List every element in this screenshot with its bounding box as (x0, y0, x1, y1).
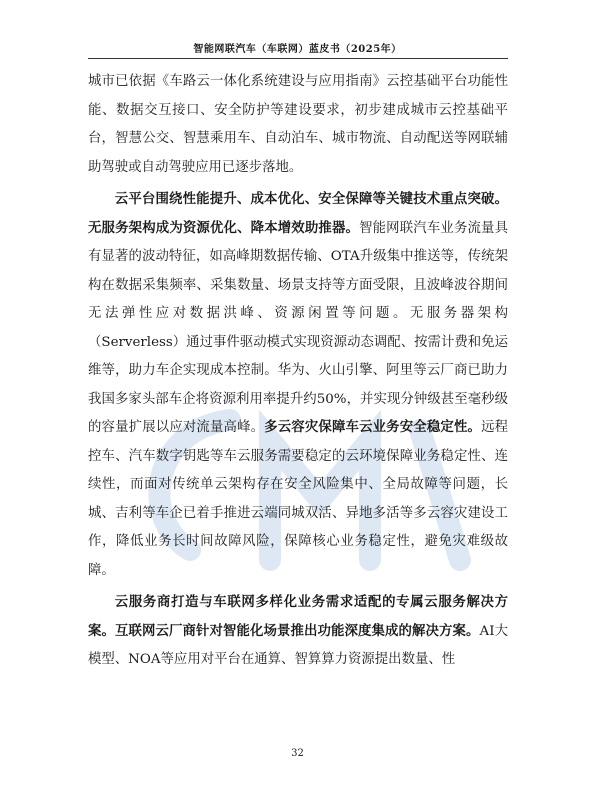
paragraph-1 (88, 68, 508, 182)
paragraph-2-subheading: 多云容灾保障车云业务安全稳定性。 (264, 420, 482, 435)
paragraph-3-text: AI大模型、NOA等应用对平台在通算、智算算力资源提出数量、性 (88, 623, 508, 667)
paragraph-2-text-2: 远程控车、汽车数字钥匙等车云服务需要稳定的云环境保障业务稳定性、连续性，而面对传统单云架构存在安全风险集中、全局故障等问题，长城、吉利等车企已着手推进云端同城双活、异地多活等多云容灾建设工作，降低业务长时间故障风险，保障核心业务稳定性，避免灾难级故障。 (88, 420, 509, 578)
paragraph-3 (88, 589, 508, 675)
page-number: 32 (291, 748, 304, 759)
paragraph-2 (88, 186, 508, 585)
paragraph-2-text: 智能网联汽车业务流量具有显著的波动特征，如高峰期数据传输、OTA升级集中推送等，传统架构在数据采集频率、采集数量、场景支持等方面受限，且波峰波谷期间无法弹性应对数据洪峰、资源闲置等问题。无服务器架构（Serverless）通过事件驱动模式实现资源动态调配、按需计费和免运维等，助力车企实现成本控制。华为、火山引擎、阿里等云厂商已助力我国多家头部车企将资源利用率提升约50%，并实现分钟级甚至毫秒级的容量扩展以应对流量高峰。 (88, 220, 509, 435)
header-divider (88, 58, 508, 59)
paragraph-2-heading: 云平台围绕性能提升、成本优化、安全保障等关键技术重点突破。无服务架构成为资源优化、降本增效助推器。 (88, 192, 508, 236)
page-header: 智能网联汽车（车联网）蓝皮书（2025年） (193, 44, 402, 55)
paragraph-3-heading: 云服务商打造与车联网多样化业务需求适配的专属云服务解决方案。互联网云厂商针对智能化场景推出功能深度集成的解决方案。 (88, 595, 508, 639)
body-text (88, 68, 508, 679)
paragraph-1-text: 城市已依据《车路云一体化系统建设与应用指南》云控基础平台功能性能、数据交互接口、安全防护等建设要求，初步建成城市云控基础平台，智慧公交、智慧乘用车、自动泊车、城市物流、自动配送等网联辅助驾驶或自动驾驶应用已逐步落地。 (88, 74, 508, 175)
